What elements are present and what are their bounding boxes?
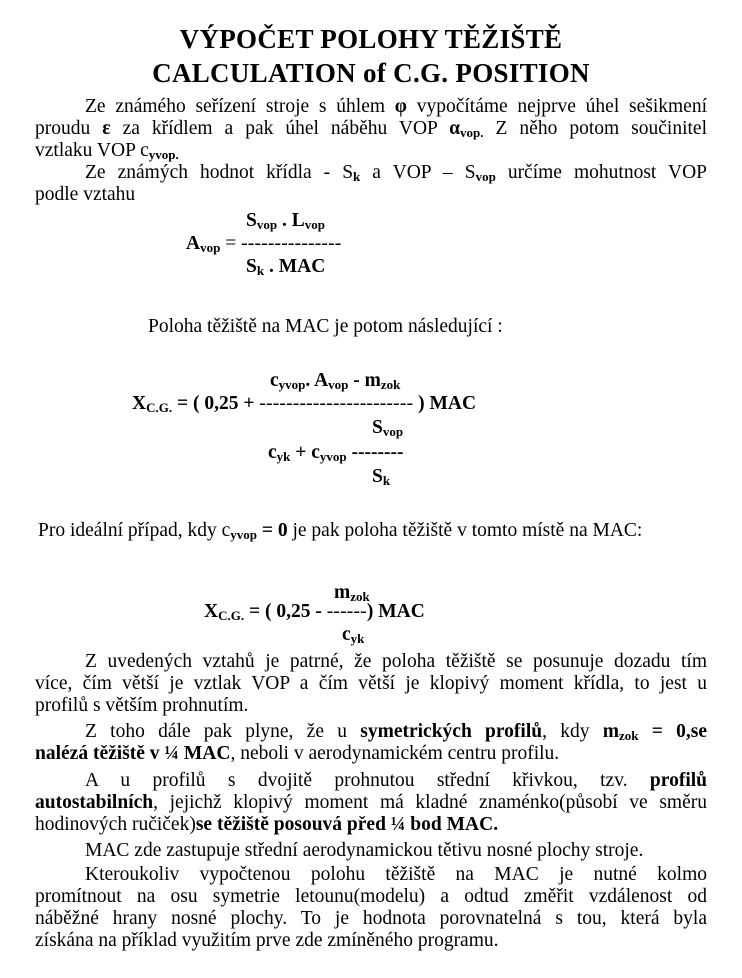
para5-line-4: získána na příklad využitím prve zde zmíněného programu.: [35, 930, 499, 951]
phi-symbol: φ: [394, 96, 407, 117]
formula1-denominator: $S_k$ . MAC: [246, 256, 326, 278]
formula2-main-line: $X_{C.G.}$ = ( 0,25 + ----------------------- ) MAC: [132, 393, 477, 415]
alpha-symbol: $\alpha_{vop.}$: [449, 118, 484, 140]
ideal-case-text: Pro ideální případ, kdy $c_{yvop} = 0$ je pak poloha těžiště v tomto místě na MAC:: [38, 520, 643, 542]
para3-line-3: hodinových ručiček)se těžiště posouvá před ¼ bod MAC.: [35, 814, 499, 835]
position-intro-text: Poloha těžiště na MAC je potom následující :: [148, 316, 503, 337]
para3-line-1: A u profilů s dvojitě prohnutou střední křivkou, tzv. profilů: [85, 770, 707, 791]
formula3-main-line: $X_{C.G.}$ = ( 0,25 - ------) MAC: [204, 601, 425, 623]
formula2-s-vop: $S_{vop}$: [372, 417, 404, 439]
intro-line-1: Ze známého seřízení stroje s úhlem φ vypočítáme nejprve úhel sešikmení: [85, 96, 707, 117]
para3-line-2: autostabilních, jejichž klopivý moment má kladné znaménko(působí ve směru: [35, 792, 707, 813]
intro-line-2: proudu ε za křídlem a pak úhel náběhu VOP $\alpha_{vop.}$ Z něho potom součinitel: [35, 118, 707, 140]
formula2-numerator: $c_{yvop}$. $A_{vop} - m_{zok}$: [270, 370, 401, 392]
formula1-main-line: $A_{vop}$ = ---------------: [186, 233, 342, 255]
formula2-s-k: $S_k$: [372, 466, 391, 488]
para5-line-1: Kteroukoliv vypočtenou polohu těžiště na MAC je nutné kolmo: [85, 864, 707, 885]
para1-line-2: více, čím větší je vztlak VOP a čím větší je klopivý moment křídla, to jest u: [35, 673, 707, 694]
para5-line-3: náběžné hrany nosné plochy. To je hodnota porovnatelná s tou, která byla: [35, 908, 707, 929]
para1-line-1: Z uvedených vztahů je patrné, že poloha těžiště se posunuje dozadu tím: [85, 651, 707, 672]
intro-line-5: podle vztahu: [35, 184, 136, 205]
formula3-denominator: $c_{yk}$: [342, 624, 365, 646]
title-english: CALCULATION of C.G. POSITION: [152, 58, 590, 88]
para2-line-2: nalézá těžiště v ¼ MAC, neboli v aerodynamickém centru profilu.: [35, 743, 560, 764]
intro-line-4: Ze známých hodnot křídla - $S_k$ a VOP – $S_{vop}$ určíme mohutnost VOP: [85, 162, 707, 184]
para1-line-3: profilů s větším prohnutím.: [35, 695, 249, 716]
para4-line: MAC zde zastupuje střední aerodynamickou tětivu nosné plochy stroje.: [85, 840, 644, 861]
para2-line-1: Z toho dále pak plyne, že u symetrických profilů, kdy $m_{zok} = 0,se$: [85, 721, 707, 743]
para5-line-2: promítnout na osu symetrie letounu(modelu) a odtud změřit vzdálenost od: [35, 886, 707, 907]
formula3-numerator: $m_{zok}$: [334, 582, 370, 604]
formula2-denominator: $c_{yk} + c_{yvop}$ --------: [268, 442, 404, 464]
formula1-numerator: $S_{vop}$ . $L_{vop}$: [246, 210, 325, 232]
epsilon-symbol: ε: [102, 118, 111, 139]
title-czech: VÝPOČET POLOHY TĚŽIŠTĚ: [179, 24, 563, 54]
intro-line-3: vztlaku VOP $c_{yvop.}$: [35, 140, 179, 162]
